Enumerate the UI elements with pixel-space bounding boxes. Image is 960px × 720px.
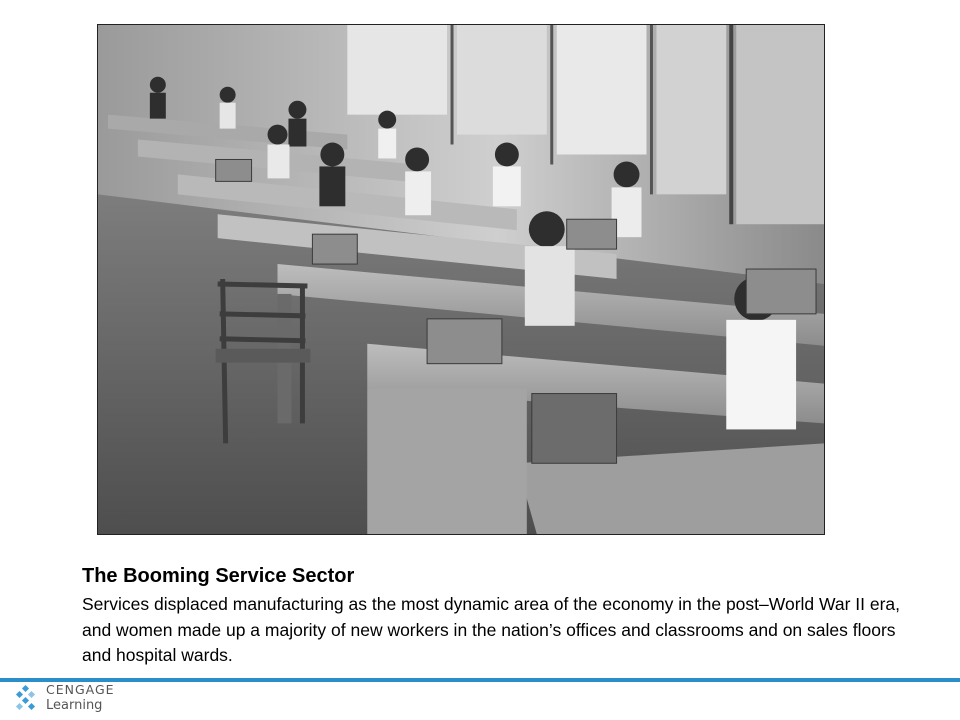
logo-word-cengage: CENGAGE [46,682,115,698]
slide-title: The Booming Service Sector [82,565,355,587]
slide-body-text: Services displaced manufacturing as the most dynamic area of the economy in the post–World War II era, and women made up a majority of new workers in the nation’s offices and classrooms and on sales floors and hospital wards. [82,594,901,665]
cengage-learning-logo [14,684,115,712]
cengage-mark-icon [14,684,40,712]
logo-word-learning: Learning [46,697,103,713]
office-workers-photo [97,24,825,535]
footer-accent-line [0,678,960,682]
slide-caption [82,562,902,669]
office-photo-illustration [98,25,824,534]
